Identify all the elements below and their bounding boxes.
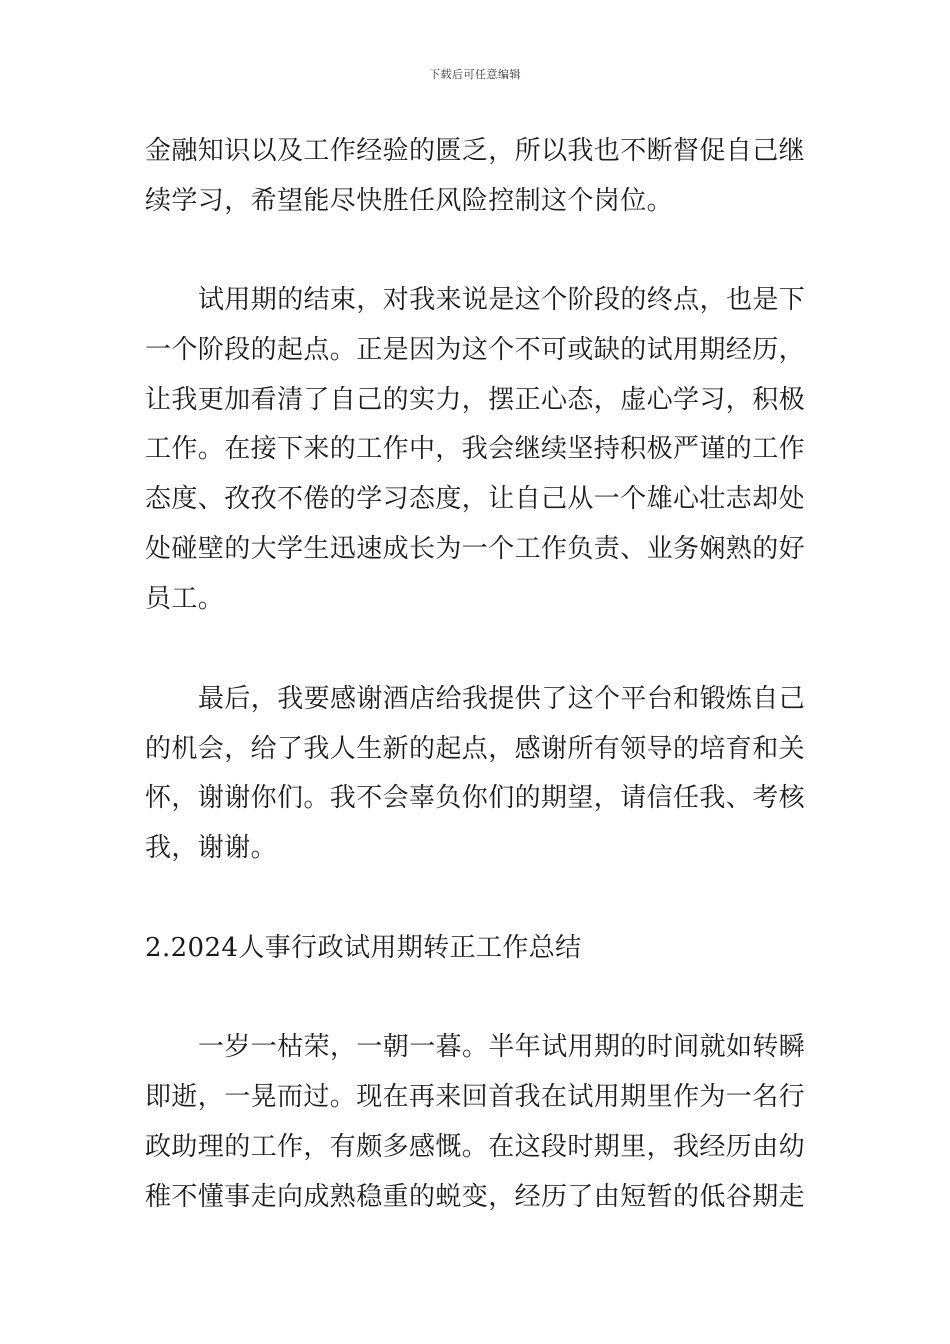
text-line: 试用期的结束，对我来说是这个阶段的终点，也是下 bbox=[198, 285, 806, 315]
text-line: 即逝，一晃而过。现在再来回首我在试用期里作为一名行 bbox=[145, 1082, 806, 1112]
text-line: 政助理的工作，有颇多感慨。在这段时期里，我经历由幼 bbox=[145, 1132, 806, 1162]
text-line: 工作。在接下来的工作中，我会继续坚持积极严谨的工作 bbox=[145, 434, 806, 464]
text-line: 员工。 bbox=[145, 584, 225, 614]
text-line: 的机会，给了我人生新的起点，感谢所有领导的培育和关 bbox=[145, 734, 806, 764]
text-line: 态度、孜孜不倦的学习态度，让自己从一个雄心壮志却处 bbox=[145, 484, 806, 514]
header-note: 下载后可任意编辑 bbox=[429, 68, 521, 81]
text-line: 续学习，希望能尽快胜任风险控制这个岗位。 bbox=[145, 186, 674, 216]
text-line: 一岁一枯荣，一朝一暮。半年试用期的时间就如转瞬 bbox=[198, 1032, 806, 1062]
text-line: 怀，谢谢你们。我不会辜负你们的期望，请信任我、考核 bbox=[145, 783, 806, 813]
text-line: 我，谢谢。 bbox=[145, 833, 278, 863]
text-line: 最后，我要感谢酒店给我提供了这个平台和锻炼自己 bbox=[198, 684, 806, 714]
text-line: 让我更加看清了自己的实力，摆正心态，虚心学习，积极 bbox=[145, 385, 806, 415]
text-line: 处碰壁的大学生迅速成长为一个工作负责、业务娴熟的好 bbox=[145, 534, 806, 564]
text-line: 一个阶段的起点。正是因为这个不可或缺的试用期经历， bbox=[145, 335, 806, 365]
text-line: 金融知识以及工作经验的匮乏，所以我也不断督促自己继 bbox=[145, 136, 806, 166]
text-line: 稚不懂事走向成熟稳重的蜕变，经历了由短暂的低谷期走 bbox=[145, 1182, 806, 1212]
section-heading: 2.2024人事行政试用期转正工作总结 bbox=[145, 933, 582, 963]
